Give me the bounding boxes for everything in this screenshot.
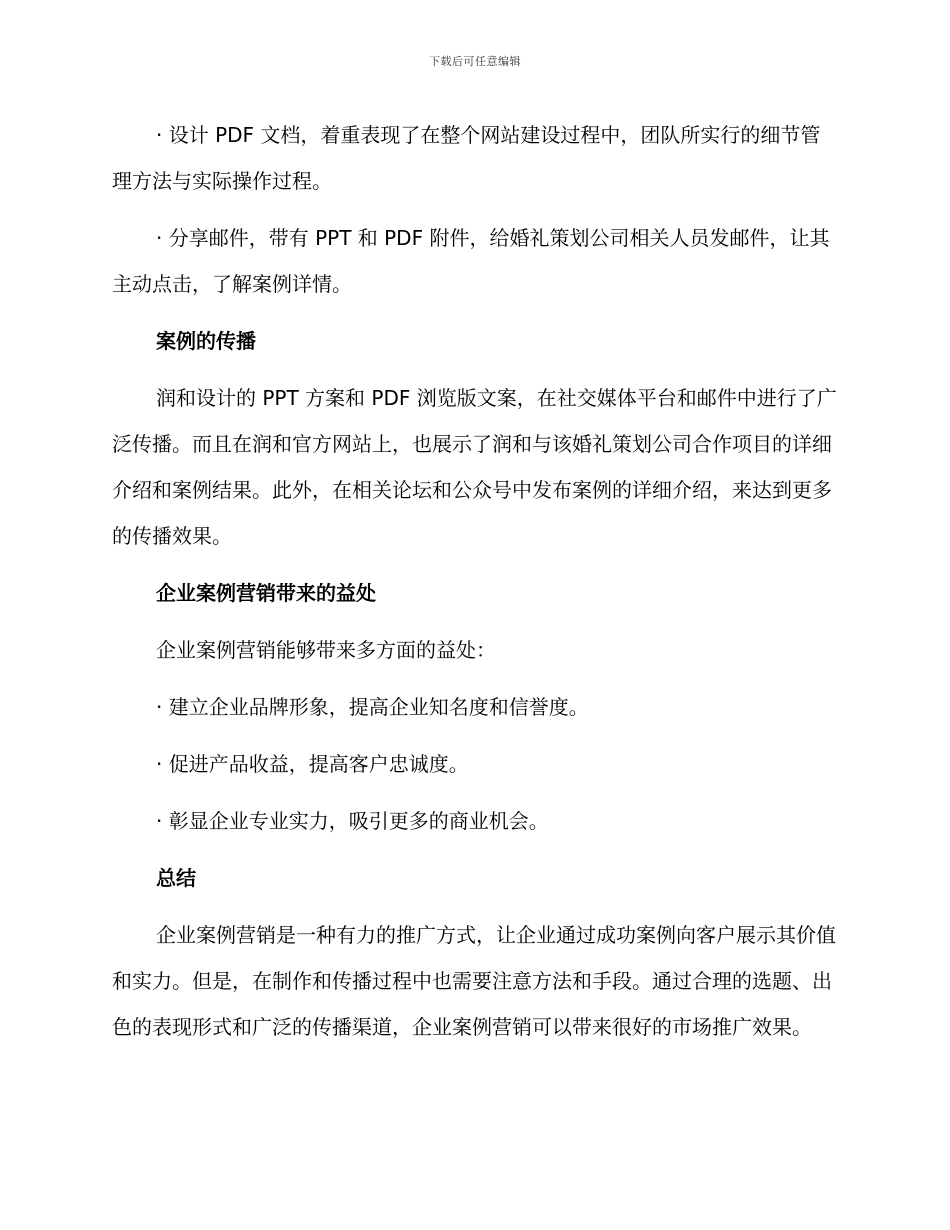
bullet-product-revenue: · 促进产品收益，提高客户忠诚度。 [156,752,469,776]
document-body [112,112,837,1050]
paragraph-case-spread: 润和设计的 PPT 方案和 PDF 浏览版文案，在社交媒体平台和邮件中进行了广泛传播。而且在润和官方网站上，也展示了润和与该婚礼策划公司合作项目的详细介绍和案例结果。此外，在相关论坛和公众号中发布案例的详细介绍，来达到更多的传播效果。 [112,386,837,548]
paragraph-summary: 企业案例营销是一种有力的推广方式，让企业通过成功案例向客户展示其价值和实力。但是，在制作和传播过程中也需要注意方法和手段。通过合理的选题、出色的表现形式和广泛的传播渠道，企业案例营销可以带来很好的市场推广效果。 [112,923,836,1039]
section-heading-summary: 总结 [156,866,196,890]
section-heading-benefits: 企业案例营销带来的益处 [156,581,376,605]
bullet-professional-strength: · 彰显企业专业实力，吸引更多的商业机会。 [156,809,549,833]
bullet-design-pdf: · 设计 PDF 文档，着重表现了在整个网站建设过程中，团队所实行的细节管理方法与实际操作过程。 [112,123,821,193]
bullet-share-email: · 分享邮件，带有 PPT 和 PDF 附件，给婚礼策划公司相关人员发邮件，让其主动点击，了解案例详情。 [112,226,830,296]
page-header: 下载后可任意编辑 [429,55,521,68]
paragraph-benefits-intro: 企业案例营销能够带来多方面的益处： [156,638,496,662]
bullet-brand-image: · 建立企业品牌形象，提高企业知名度和信誉度。 [156,695,589,719]
section-heading-case-spread: 案例的传播 [156,329,256,353]
